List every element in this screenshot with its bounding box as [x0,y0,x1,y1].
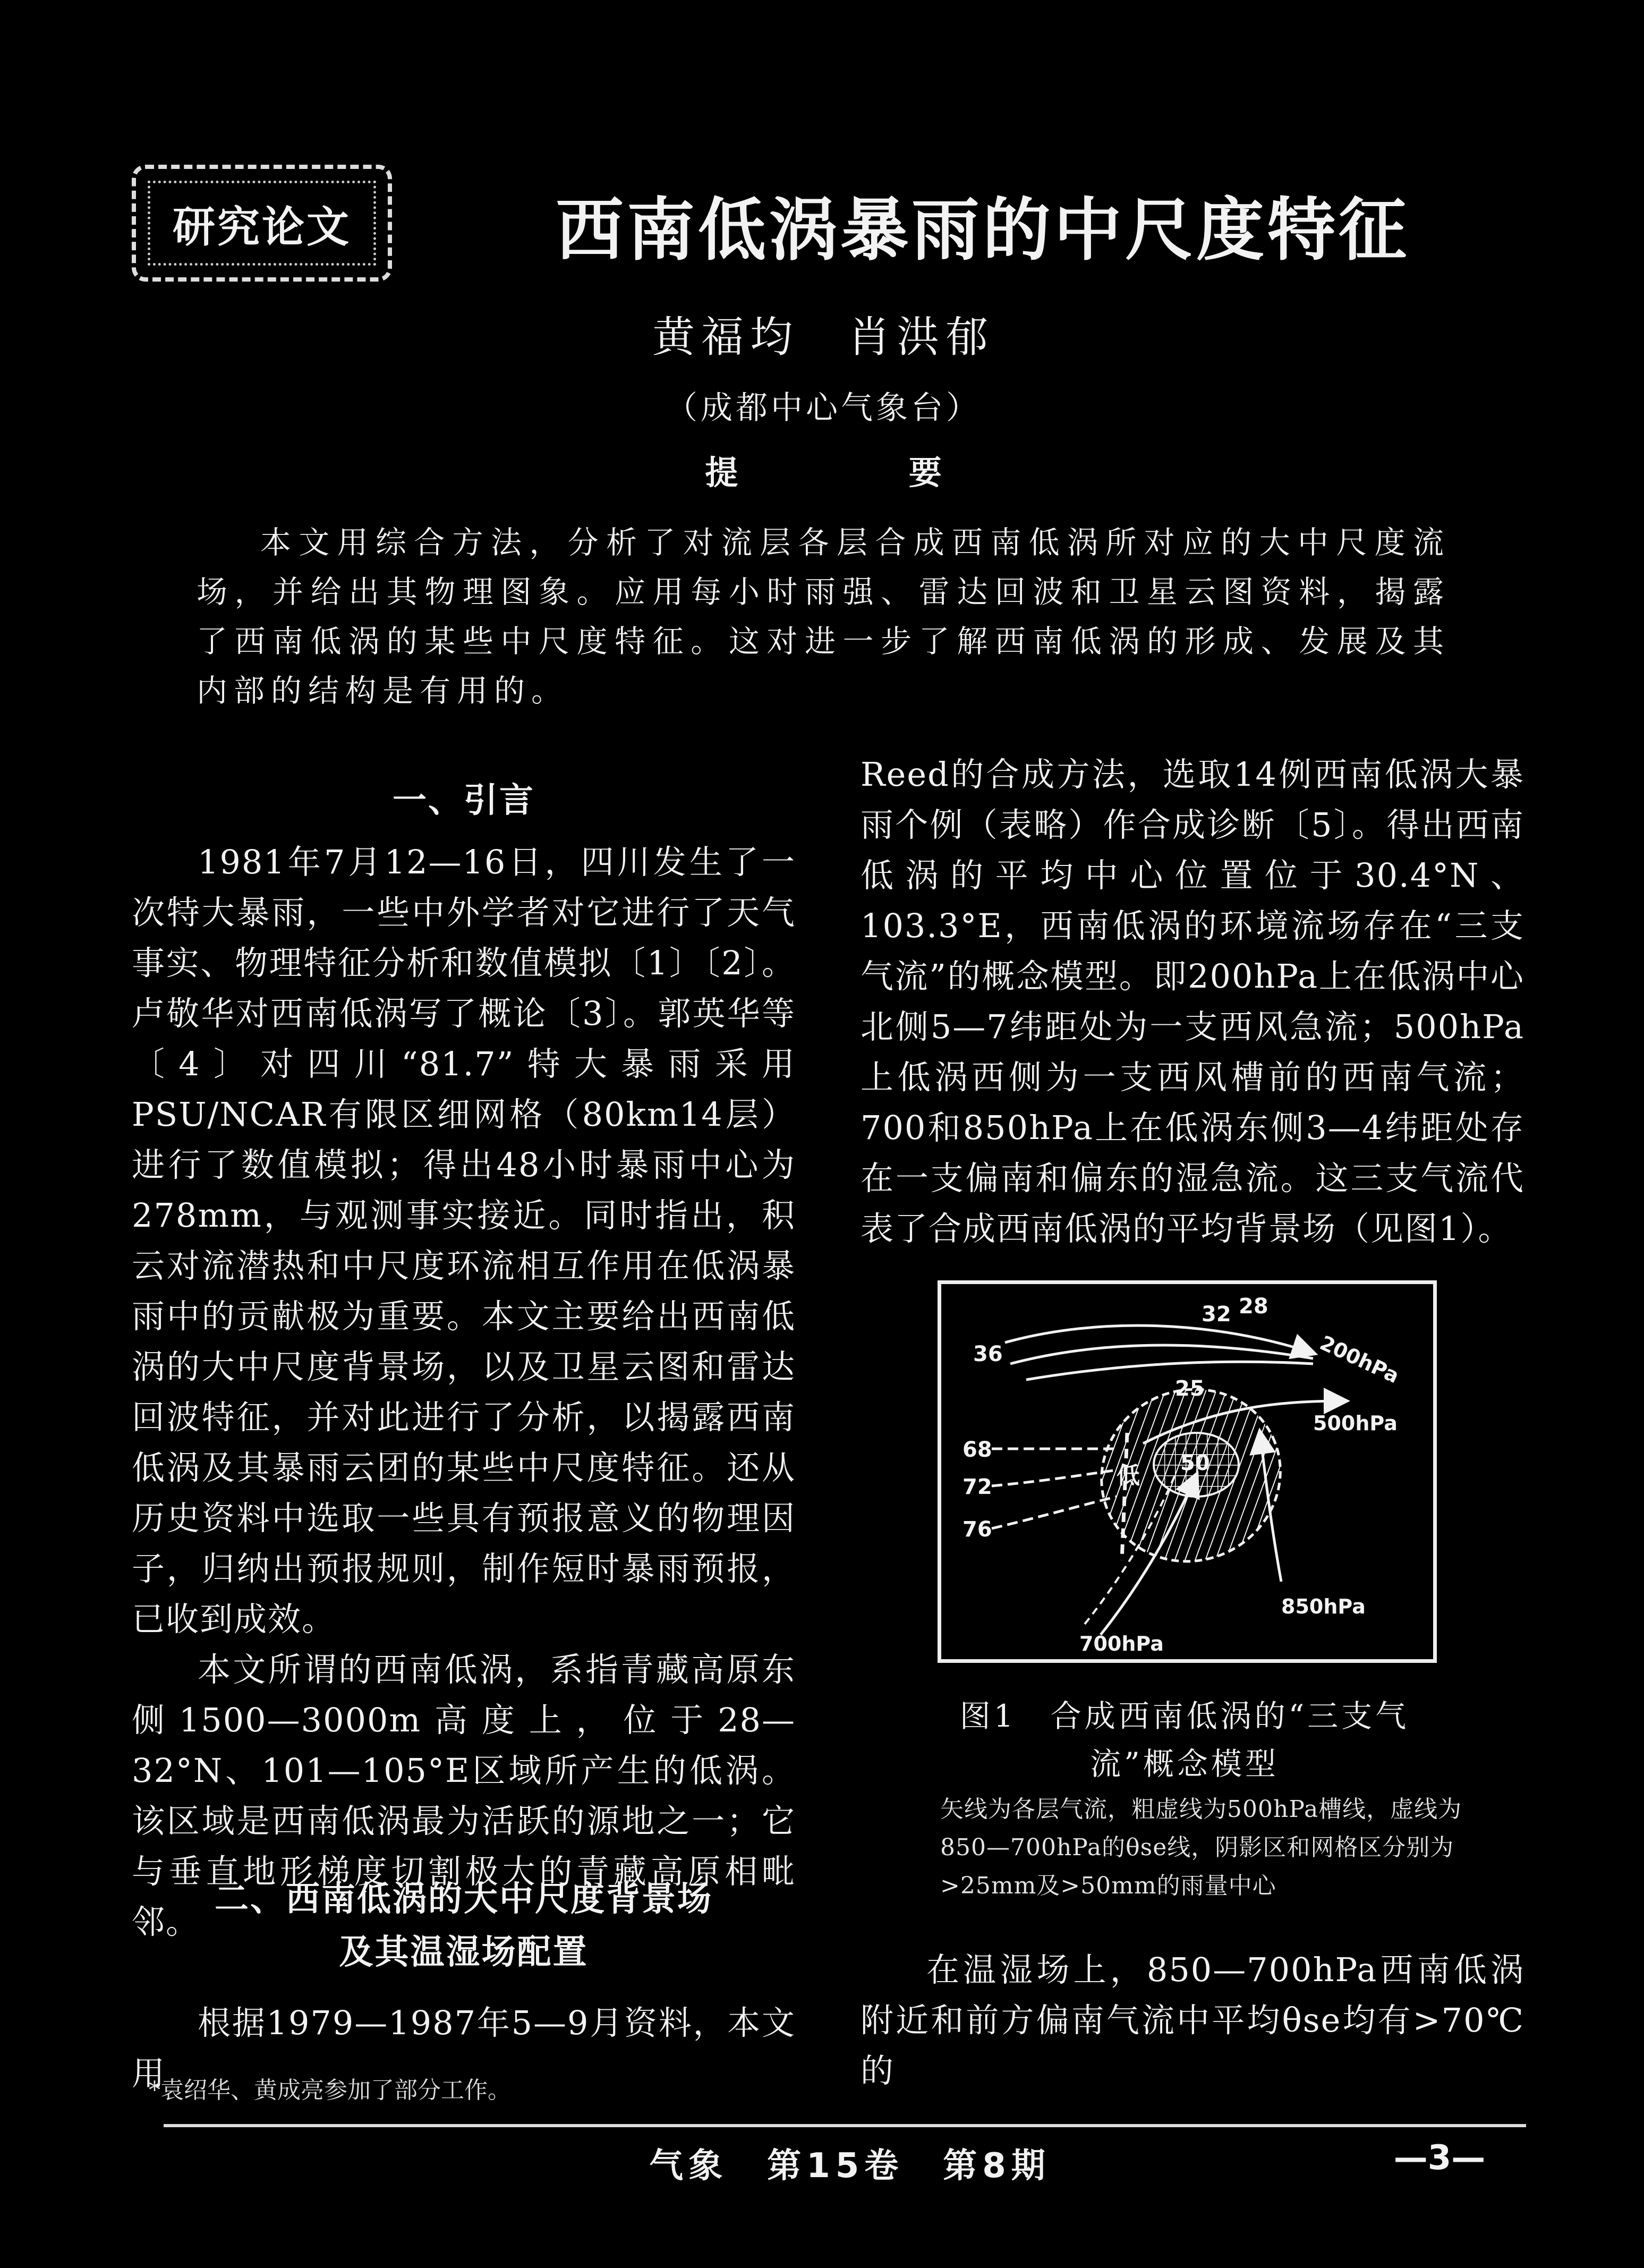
section-2-heading-line-2: 及其温湿场配置 [339,1933,589,1972]
jet-200hpa-arrow [1005,1326,1313,1353]
figure-1-caption-line-1: 图1 合成西南低涡的“三支气 [959,1698,1410,1734]
section-2-heading [132,1873,796,1979]
label-36: 36 [973,1342,1003,1366]
left-column [132,837,796,1947]
label-200hpa: 200hPa [1316,1331,1403,1388]
paper-title: 西南低涡暴雨的中尺度特征 [555,191,1410,270]
label-25: 25 [1175,1377,1205,1401]
label-low: 低 [1117,1462,1140,1489]
section-2-paragraph-2-block [861,1944,1524,2096]
label-68: 68 [962,1438,992,1462]
label-500hpa: 500hPa [1313,1412,1398,1435]
figure-1 [938,1280,1437,1663]
abstract-text: 本文用综合方法，分析了对流层各层合成西南低涡所对应的大中尺度流场，并给出其物理图象。应用每小时雨强、雷达回波和卫星云图资料，揭露了西南低涡的某些中尺度特征。这对进一步了解西南低涡的形成、发展及其内部的结构是有用的。 [197,524,1450,709]
abstract-heading: 提 要 [705,453,1021,492]
affiliation: （成都中心气象台） [666,389,981,427]
figure-1-caption-line-2: 流”概念模型 [1090,1746,1279,1782]
theta-se-72 [992,1470,1117,1486]
figure-1-diagram [941,1284,1433,1659]
right-column [861,749,1524,1254]
label-32: 32 [1202,1302,1231,1327]
label-76: 76 [962,1517,992,1542]
label-72: 72 [962,1475,992,1499]
jet-200hpa-arrow-3 [1026,1362,1313,1380]
section-2-paragraph-2: 在温湿场上，850—700hPa西南低涡附近和前方偏南气流中平均θse均有>70℃的 [861,1950,1524,2090]
journal-info: 气象 第15卷 第8期 [649,2146,1051,2186]
section-2-paragraph-1-start: 根据1979—1987年5—9月资料，本文用 [132,2003,796,2093]
authors: 黄福均 肖洪郁 [652,312,994,362]
section-1-paragraph-2: 本文所谓的西南低涡，系指青藏高原东侧1500—3000m高度上，位于28—32°N、101—105°E区域所产生的低涡。该区域是西南低涡最为活跃的源地之一；它与垂直地形梯度切割极大的青藏高原相毗邻。 [132,1650,796,1941]
section-2-paragraph-1-cont: Reed的合成方法，选取14例西南低涡大暴雨个例（表略）作合成诊断〔5〕。得出西南低涡的平均中心位置位于30.4°N、103.3°E，西南低涡的环境流场存在“三支气流”的概念模型。即200hPa上在低涡中心北侧5—7纬距处为一支西风急流；500hPa上低涡西侧为一支西风槽前的西南气流；700和850hPa上在低涡东侧3—4纬距处存在一支偏南和偏东的湿急流。这三支气流代表了合成西南低涡的平均背景场（见图1）。 [861,755,1524,1248]
column-badge-label: 研究论文 [148,181,376,266]
section-1-heading: 一、引言 [393,781,535,820]
label-700hpa: 700hPa [1079,1632,1164,1655]
figure-1-caption [892,1692,1477,1788]
footnote: *袁绍华、黄成亮参加了部分工作。 [149,2077,511,2104]
theta-se-76 [992,1497,1117,1528]
label-28: 28 [1239,1294,1268,1319]
figure-1-note: 矢线为各层气流，粗虚线为500hPa槽线，虚线为850—700hPa的θse线，阴影区和网格区分别为>25mm及>50mm的雨量中心 [940,1796,1462,1899]
label-50: 50 [1180,1451,1210,1475]
page-number: —3— [1393,2138,1486,2178]
footer-rule [164,2124,1526,2127]
section-1-paragraph-1: 1981年7月12—16日，四川发生了一次特大暴雨，一些中外学者对它进行了天气事实、物理特征分析和数值模拟〔1〕〔2〕。卢敬华对西南低涡写了概论〔3〕。郭英华等〔4〕对四川“81.7”特大暴雨采用PSU/NCAR有限区细网格（80km14层）进行了数值模拟；得出48小时暴雨中心为278mm，与观测事实接近。同时指出，积云对流潜热和中尺度环流相互作用在低涡暴雨中的贡献极为重要。本文主要给出西南低涡的大中尺度背景场，以及卫星云图和雷达回波特征，并对此进行了分析，以揭露西南低涡及其暴雨云团的某些中尺度特征。还从历史资料中选取一些具有预报意义的物理因子，归纳出预报规则，制作短时暴雨预报，已收到成效。 [132,843,796,1638]
label-850hpa: 850hPa [1281,1595,1366,1618]
column-badge [132,165,392,282]
section-2-heading-line-1: 二、西南低涡的大中尺度背景场 [215,1880,713,1919]
